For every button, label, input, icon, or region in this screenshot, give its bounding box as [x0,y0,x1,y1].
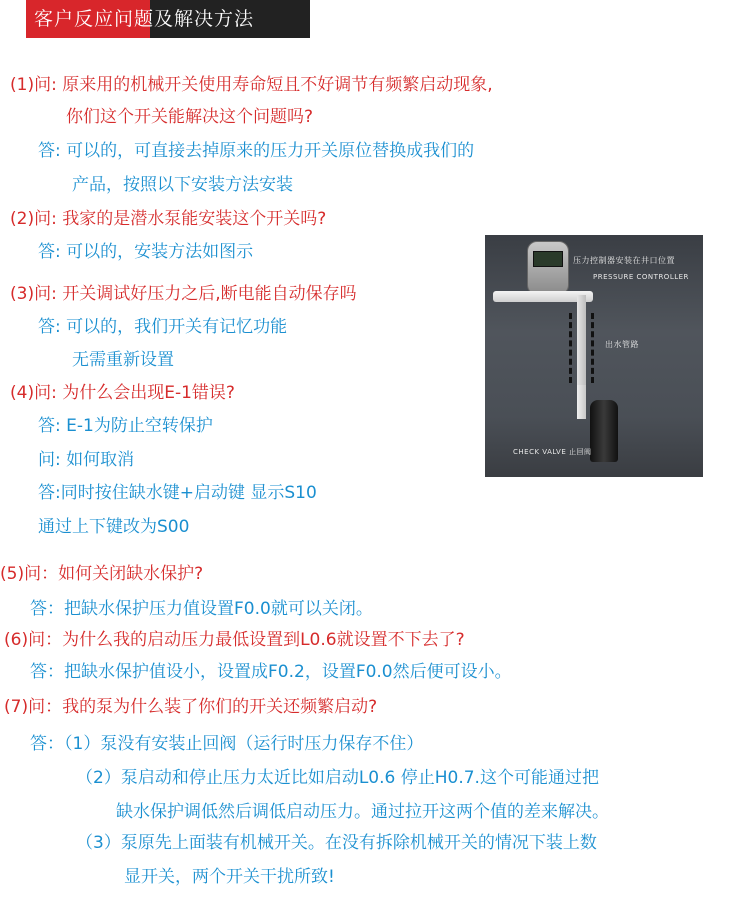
faq-line-a5: 答：把缺水保护压力值设置F0.0就可以关闭。 [30,599,373,619]
photo-caption-valve: CHECK VALVE 止回阀 [513,448,592,456]
submersible-pump-image [590,400,618,462]
photo-caption-top: 压力控制器安装在井口位置 [573,256,675,265]
page-title: 客户反应问题及解决方法 [34,8,255,30]
faq-line-a7-2a: （2）泵启动和停止压力太近比如启动L0.6 停止H0.7.这个可能通过把 [76,768,599,788]
faq-line-a7-1: 答：（1）泵没有安装止回阀（运行时压力保存不住） [30,734,424,754]
faq-line-a4-c: 答:同时按住缺水键+启动键 显示S10 [38,483,317,503]
dashed-line-left [569,313,572,383]
photo-caption-pipe: 出水管路 [605,340,639,349]
pressure-controller-image [527,241,569,295]
faq-line-q7: (7)问：我的泵为什么装了你们的开关还频繁启动? [4,697,378,717]
faq-line-q1-b: 你们这个开关能解决这个问题吗? [66,107,314,127]
faq-line-a3-a: 答: 可以的，我们开关有记忆功能 [38,317,288,337]
faq-line-q5: (5)问：如何关闭缺水保护? [0,564,204,584]
faq-line-q6: (6)问：为什么我的启动压力最低设置到L0.6就设置不下去了? [4,630,465,650]
faq-line-a7-3a: （3）泵原先上面装有机械开关。在没有拆除机械开关的情况下装上数 [76,833,597,853]
lower-pipe-image [577,385,586,419]
faq-line-a4-a: 答: E-1为防止空转保护 [38,416,213,436]
faq-line-a6: 答：把缺水保护值设小，设置成F0.2，设置F0.0然后便可设小。 [30,662,512,682]
faq-line-q3: (3)问: 开关调试好压力之后,断电能自动保存吗 [10,284,357,304]
photo-caption-sub: PRESSURE CONTROLLER [593,273,689,281]
faq-line-a4-b: 问: 如何取消 [38,450,135,470]
faq-line-a7-2b: 缺水保护调低然后调低启动压力。通过拉开这两个值的差来解决。 [116,802,609,822]
header-banner [0,0,750,44]
faq-line-a4-d: 通过上下键改为S00 [38,517,190,537]
faq-line-q4: (4)问: 为什么会出现E-1错误? [10,383,235,403]
faq-line-q2: (2)问: 我家的是潜水泵能安装这个开关吗? [10,209,327,229]
faq-line-a1-b: 产品，按照以下安装方法安装 [72,175,293,195]
faq-line-a3-b: 无需重新设置 [72,350,174,370]
dashed-line-right [591,313,594,383]
faq-line-q1-a: (1)问: 原来用的机械开关使用寿命短且不好调节有频繁启动现象, [10,75,493,95]
faq-line-a1-a: 答: 可以的，可直接去掉原来的压力开关原位替换成我们的 [38,141,475,161]
installation-photo [485,235,703,477]
controller-display-image [533,251,563,267]
faq-line-a7-3b: 显开关，两个开关干扰所致! [124,867,335,887]
faq-line-a2: 答: 可以的，安装方法如图示 [38,242,254,262]
